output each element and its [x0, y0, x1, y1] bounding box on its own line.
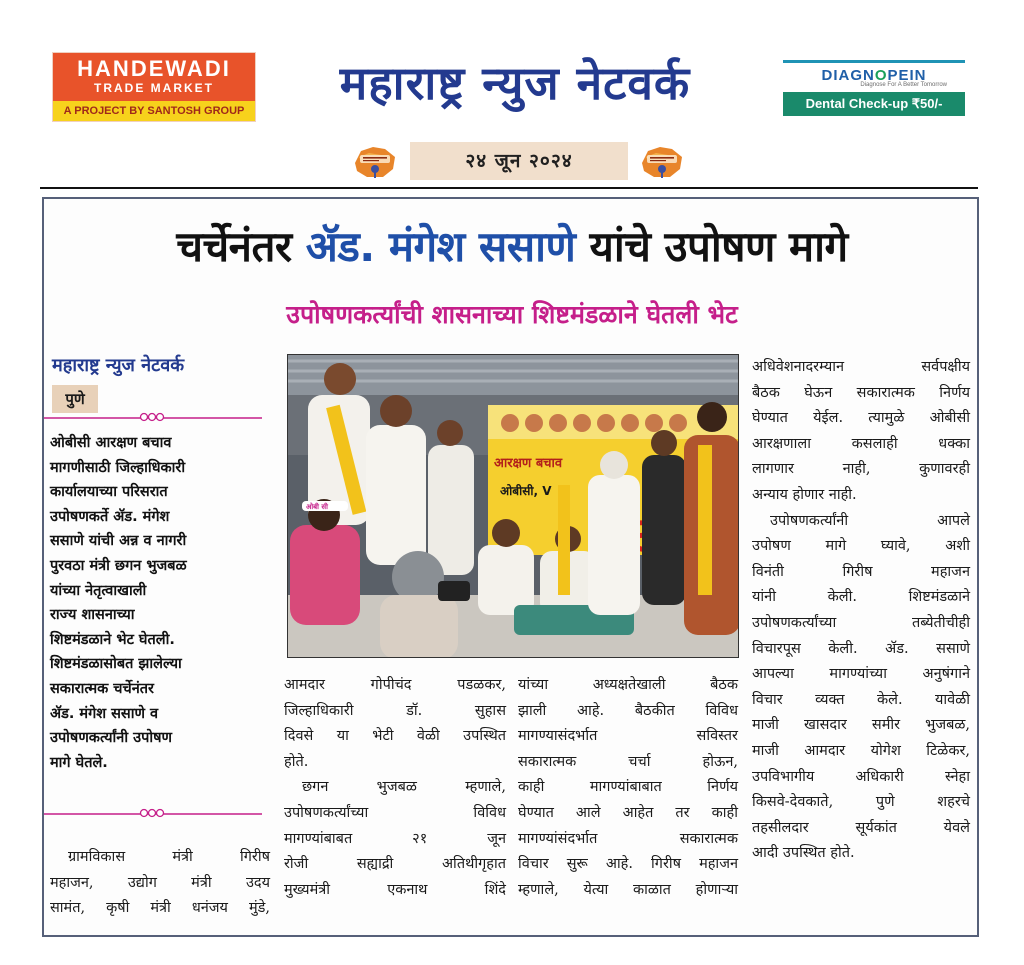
text-line: सकारात्मक चर्चा होऊन, — [518, 753, 738, 770]
article-headline — [0, 203, 1024, 291]
text-line: होते. — [284, 753, 309, 770]
article-column-4 — [752, 355, 970, 867]
article-column-1 — [50, 845, 270, 922]
text-line: म्हणाले, येत्या काळात होणाऱ्या — [518, 881, 738, 898]
text-line: महाजन, उद्योग मंत्री उदय — [50, 874, 270, 891]
text-line: बैठक घेऊन सकारात्मक निर्णय — [752, 384, 970, 401]
text-line: घेण्यात आले आहेत तर काही — [518, 804, 738, 821]
diagnopein-brand-part1: DIAGN — [821, 67, 875, 84]
photo-banner-text: आरक्षण बचाव — [494, 456, 563, 471]
text-line: उपोषणकर्त्यांच्या तब्येतीचीही — [752, 614, 970, 631]
text-line: दिवसे या भेटी वेळी उपस्थित — [284, 728, 506, 745]
text-line: उपोषणकर्त्यांच्या विविध — [284, 804, 506, 821]
text-line: झाली आहे. बैठकीत विविध — [518, 702, 738, 719]
article-column-2 — [284, 673, 506, 903]
article-column-3 — [518, 673, 738, 903]
handewadi-ad-top — [53, 53, 255, 101]
maharashtra-map-mic-logo-icon — [638, 143, 686, 181]
text-line: अधिवेशनादरम्यान सर्वपक्षीय — [752, 359, 970, 375]
diagnopein-tagline: Diagnose For A Better Tomorrow — [860, 82, 947, 88]
text-line: मुख्यमंत्री एकनाथ शिंदे — [284, 881, 506, 898]
text-line: यांच्या नेतृत्वाखाली — [50, 582, 147, 599]
article-subheadline: उपोषणकर्त्यांची शासनाच्या शिष्टमंडळाने घेतली भेट — [286, 300, 738, 329]
handewadi-brand: HANDEWADI — [77, 56, 231, 81]
text-line: विचार व्यक्त केले. यावेळी — [752, 691, 970, 708]
text-line: मागण्यांसंदर्भात सकारात्मक — [518, 830, 738, 847]
text-line: राज्य शासनाच्या — [50, 607, 135, 624]
masthead-rule — [40, 187, 978, 189]
text-line: आपल्या मागण्यांच्या अनुषंगाने — [752, 666, 970, 683]
photo-sash-text: ओबी सी — [306, 503, 328, 511]
diagnopein-logo — [783, 63, 965, 84]
text-line: विचारपूस केली. ॲड. ससाणे — [752, 640, 970, 657]
text-line: माजी खासदार समीर भुजबळ, — [752, 717, 970, 734]
text-line: विचार सुरू आहे. गिरीष महाजन — [518, 856, 738, 873]
article-photo[interactable] — [287, 354, 739, 658]
text-line: उपोषणकर्त्यांनी आपले — [770, 512, 970, 529]
text-line: तहसीलदार सूर्यकांत येवले — [752, 819, 970, 836]
text-line: माजी आमदार योगेश टिळेकर, — [752, 742, 970, 759]
text-line: यांनी केली. शिष्टमंडळाने — [752, 589, 970, 606]
text-line: अन्याय होणार नाही. — [752, 486, 857, 503]
text-line: विनंती गिरीष महाजन — [752, 563, 970, 580]
text-line: शिष्टमंडळाने भेट घेतली. — [50, 631, 175, 648]
text-line: किसवे-देवकाते, पुणे शहरचे — [752, 794, 970, 811]
handewadi-footer: A PROJECT BY SANTOSH GROUP — [53, 101, 255, 121]
text-line: छगन भुजबळ म्हणाले, — [302, 779, 506, 796]
diagnopein-brand-o: O — [874, 67, 888, 84]
headline-highlight: ॲड. मंगेश ससाणे — [305, 222, 576, 271]
text-line: आमदार गोपीचंद पडळकर, — [284, 677, 506, 693]
text-line: उपोषणकर्त्यांनी उपोषण — [50, 730, 172, 747]
newspaper-masthead-title: महाराष्ट्र न्युज नेटवर्क — [339, 56, 691, 110]
text-line: सकारात्मक चर्चेनंतर — [50, 680, 154, 697]
text-line: आरक्षणाला कसलाही धक्का — [752, 435, 970, 452]
dateline: पुणे — [52, 385, 98, 413]
text-line: पुरवठा मंत्री छगन भुजबळ — [50, 557, 187, 574]
text-line: ग्रामविकास मंत्री गिरीष — [68, 849, 270, 865]
handewadi-trade-market-ad[interactable] — [52, 52, 256, 122]
text-line: जिल्हाधिकारी डॉ. सुहास — [284, 702, 506, 719]
text-line: ओबीसी आरक्षण बचाव — [50, 435, 172, 451]
text-line: लागणार नाही, कुणावरही — [752, 461, 970, 478]
diagnopein-ad[interactable] — [783, 60, 965, 116]
divider-ornament-icon — [44, 410, 262, 424]
text-line: मागणीसाठी जिल्हाधिकारी — [50, 459, 186, 476]
text-line: मागण्यांबाबत २१ जून — [284, 830, 506, 847]
text-line: यांच्या अध्यक्षतेखाली बैठक — [518, 677, 738, 693]
headline-part2: यांचे उपोषण मागे — [589, 222, 848, 271]
dental-checkup-offer: Dental Check-up ₹50/- — [783, 92, 965, 116]
byline: महाराष्ट्र न्युज नेटवर्क — [52, 355, 185, 376]
text-line: सामंत, कृषी मंत्री धनंजय मुंडे, — [50, 900, 270, 917]
text-line: मागण्यासंदर्भात सविस्तर — [518, 728, 738, 745]
text-line: शिष्टमंडळासोबत झालेल्या — [50, 656, 182, 673]
diagnopein-brand-part2: PEIN — [887, 67, 927, 84]
text-line: घेण्यात येईल. त्यामुळे ओबीसी — [752, 410, 970, 427]
text-line: ॲड. मंगेश ससाणे व — [50, 705, 159, 722]
text-line: ससाणे यांची अन्न व नागरी — [50, 533, 187, 550]
maharashtra-map-mic-logo-icon — [351, 143, 399, 181]
headline-part1: चर्चेनंतर — [176, 222, 292, 271]
photo-illustration — [288, 355, 739, 658]
text-line: काही मागण्यांबाबात निर्णय — [518, 779, 738, 796]
photo-banner-sub: ओबीसी, V — [500, 484, 552, 498]
publication-date: २४ जून २०२४ — [410, 142, 628, 180]
handewadi-subtitle: TRADE MARKET — [94, 81, 214, 95]
text-line: उपोषण मागे घ्यावे, अशी — [752, 538, 970, 555]
text-line: रोजी सह्याद्री अतिथीगृहात — [284, 856, 506, 873]
text-line: कार्यालयाच्या परिसरात — [50, 484, 168, 501]
article-lead — [50, 431, 260, 775]
text-line: मागे घेतले. — [50, 754, 108, 771]
text-line: उपविभागीय अधिकारी स्नेहा — [752, 768, 970, 785]
text-line: आदी उपस्थित होते. — [752, 845, 855, 862]
divider-ornament-icon — [44, 806, 262, 820]
text-line: उपोषणकर्ते ॲड. मंगेश — [50, 508, 170, 525]
